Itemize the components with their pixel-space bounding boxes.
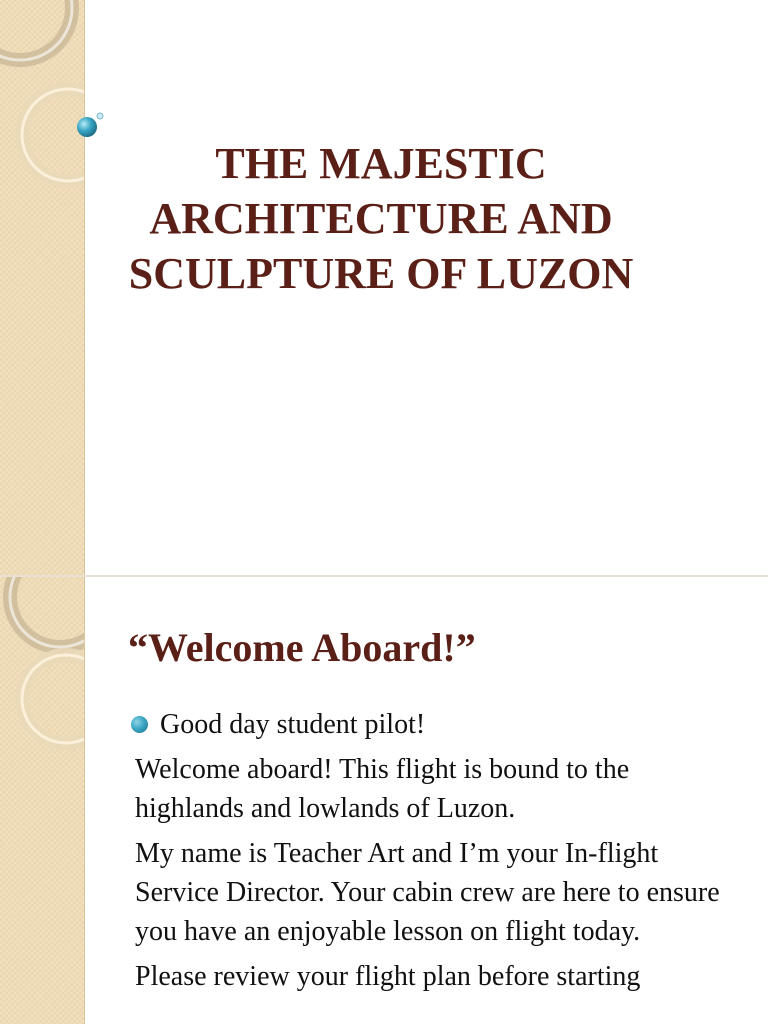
welcome-body <box>135 705 735 996</box>
bullet-item <box>135 705 735 744</box>
welcome-heading: “Welcome Aboard!” <box>128 625 476 670</box>
decorative-side-panel <box>0 0 85 577</box>
decorative-circles-icon <box>0 0 84 577</box>
decorative-circles-icon <box>0 577 84 1024</box>
bullet-icon <box>131 716 148 733</box>
bullet-text: Good day student pilot! <box>160 709 426 740</box>
decorative-side-panel <box>0 577 85 1024</box>
paragraph: My name is Teacher Art and I’m your In-flight Service Director. Your cabin crew are here to ensure you have an enjoyable lesson on flight today. <box>135 838 720 947</box>
slide-title-text: THE MAJESTIC ARCHITECTURE AND SCULPTURE OF LUZON <box>128 139 634 298</box>
paragraph: Welcome aboard! This flight is bound to the highlands and lowlands of Luzon. <box>135 754 630 824</box>
slide-welcome <box>0 577 768 1024</box>
paragraph: Please review your flight plan before starting <box>135 961 641 992</box>
